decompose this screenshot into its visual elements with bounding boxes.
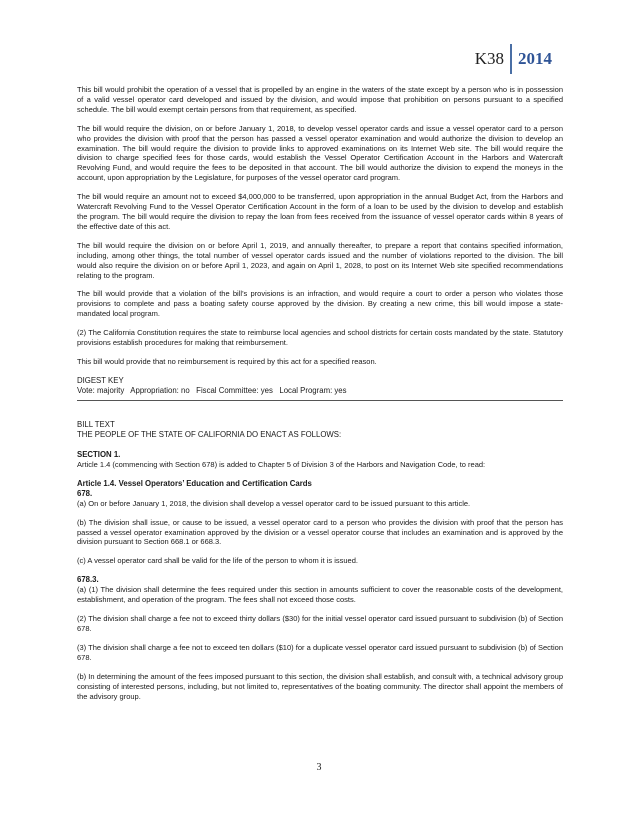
paragraph: This bill would prohibit the operation of a vessel that is propelled by an engine in the waters of the state except by a person who is in possession of a valid vessel operator card developed and issued by the division, and would impose that prohibition on persons pursuant to a specified schedule. The bill would exempt certain persons from that requirement, as specified. <box>77 85 563 114</box>
section-1-heading: SECTION 1. <box>77 449 121 459</box>
section-678-a: (a) On or before January 1, 2018, the division shall develop a vessel operator card to be issued pursuant to this article. <box>77 498 471 508</box>
section-678-3 <box>77 575 563 605</box>
section-678-3-a1: (a) (1) The division shall determine the fees required under this section in amounts sufficient to cover the reasonable costs of the development, establishment, and operation of the program. The fees shall not exceed those costs. <box>77 585 563 605</box>
article-heading: Article 1.4. Vessel Operators’ Education and Certification Cards <box>77 478 312 488</box>
paragraph: The bill would provide that a violation of the bill’s provisions is an infraction, and would require a court to order a person who violates those provisions to complete and pass a boating safety course approved by the division. By creating a new crime, this bill would impose a state-mandated local program. <box>77 289 563 319</box>
section-678-3-a3: (3) The division shall charge a fee not to exceed ten dollars ($10) for a duplicate vessel operator card issued pursuant to subdivision (b) of Section 678. <box>77 642 563 662</box>
section-678-3-a2: (2) The division shall charge a fee not to exceed thirty dollars ($30) for the initial vessel operator card issued pursuant to subdivision (b) of Section 678. <box>77 614 563 633</box>
divider <box>77 400 563 401</box>
digest-line: Vote: majority Appropriation: no Fiscal Committee: yes Local Program: yes <box>77 386 347 396</box>
section-1-text: Article 1.4 (commencing with Section 678) is added to Chapter 5 of Division 3 of the Harbors and Navigation Code, to read: <box>77 459 486 469</box>
section-678-b: (b) The division shall issue, or cause to be issued, a vessel operator card to a person who provides the division with proof that the person has passed a vessel operator examination approved by the division or a vessel operator course that includes an examination and is approved by the division pursuant to Section 668.1 or 668.3. <box>77 517 563 547</box>
page-content <box>77 85 563 710</box>
paragraph: The bill would require the division on or before April 1, 2019, and annually thereafter, to prepare a report that contains specified information, including, among other things, the total number of vessel operator cards issued and the number of violations reported to the division. The bill would also require the division on or before April 1, 2023, and again on April 1, 2028, to post on its Internet Web site specified recommendations relating to the program. <box>77 240 563 280</box>
article-1-4 <box>77 479 563 509</box>
section-678-heading: 678. <box>77 488 93 498</box>
digest-key <box>77 376 563 397</box>
section-678-c: (c) A vessel operator card shall be valid for the life of the person to whom it is issued. <box>77 556 358 566</box>
bill-text-header <box>77 420 563 441</box>
paragraph: (2) The California Constitution requires the state to reimburse local agencies and school districts for certain costs mandated by the state. Statutory provisions establish procedures for making that reimbursement. <box>77 328 563 348</box>
document-year: 2014 <box>518 49 552 68</box>
section-678-3-b: (b) In determining the amount of the fees imposed pursuant to this section, the division shall establish, and consult with, a technical advisory group consisting of interested persons, including, but not limited to, representatives of the boating community. The director shall appoint the members of the advisory group. <box>77 671 563 701</box>
paragraph: This bill would provide that no reimbursement is required by this act for a specified reason. <box>77 356 377 366</box>
paragraph: The bill would require an amount not to exceed $4,000,000 to be transferred, upon appropriation in the annual Budget Act, from the Harbors and Watercraft Revolving Fund to the Vessel Operator Certification Account in the form of a loan to be used by the division to develop and establish the program. The bill would require the division to repay the loan from fees received from the issuance of vessel operator cards within 8 years of the effective date of this act. <box>77 192 563 231</box>
document-code: K38 <box>475 44 512 74</box>
section-678-3-heading: 678.3. <box>77 575 99 585</box>
paragraph: The bill would require the division, on or before January 1, 2018, to develop vessel operator cards and issue a vessel operator card to a person who provides the division with proof that the person has passed a vessel operator examination and would authorize the division to develop an examination. The bill would require the division to provide links to approved examinations on its Internet Web site. The bill would require the division to charge specified fees for those cards, would establish the Vessel Operator Certification Account in the Harbors and Watercraft Revolving Fund, and would require the fees to be deposited in that account. The bill would authorize the division to expend the moneys in the account, upon appropriation by the Legislature, for purposes of the vessel operator card program. <box>77 123 563 183</box>
section-1 <box>77 450 563 470</box>
digest-title: DIGEST KEY <box>77 375 124 385</box>
enacting-clause: THE PEOPLE OF THE STATE OF CALIFORNIA DO ENACT AS FOLLOWS: <box>77 430 342 440</box>
page-header <box>475 40 552 78</box>
page-number: 3 <box>316 762 322 773</box>
bill-text-title: BILL TEXT <box>77 419 115 429</box>
